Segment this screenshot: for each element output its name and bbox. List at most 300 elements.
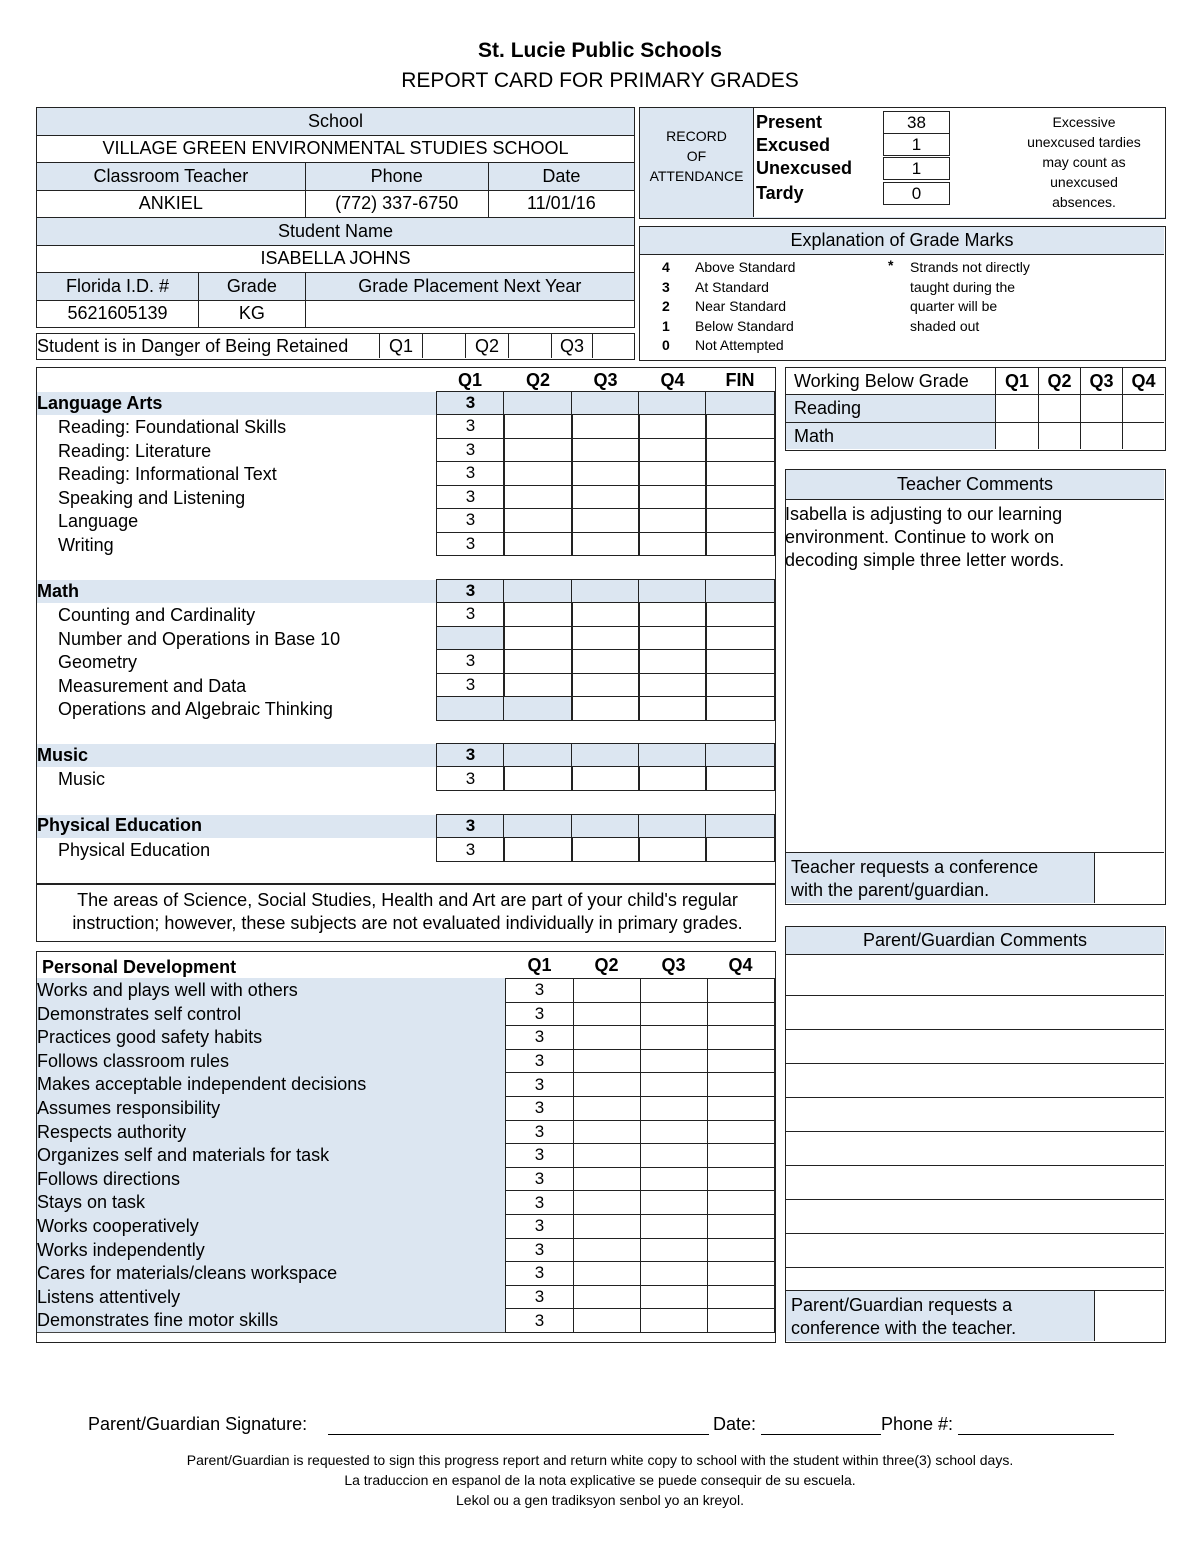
district-title: St. Lucie Public Schools xyxy=(478,39,722,62)
below-col-q4: Q4 xyxy=(1123,368,1164,395)
pe-fin xyxy=(705,814,775,838)
tardies-note-5: absences. xyxy=(1052,194,1116,210)
music-fin xyxy=(705,743,775,767)
pd-item-q3 xyxy=(640,1096,708,1121)
math-item-q2 xyxy=(503,602,573,627)
pd-item-label: Listens attentively xyxy=(37,1286,181,1307)
pd-col-q3: Q3 xyxy=(661,954,686,975)
below-math-q4 xyxy=(1123,423,1164,449)
pd-item-label: Cares for materials/cleans workspace xyxy=(37,1263,338,1284)
fid-label: Florida I.D. # xyxy=(37,273,199,301)
mark-row xyxy=(662,317,795,337)
math-item-q3 xyxy=(571,649,640,674)
pd-item-q3 xyxy=(640,1072,708,1097)
la-item-q3 xyxy=(571,461,640,486)
below-grade-title: Working Below Grade xyxy=(786,368,996,395)
la-item-q4 xyxy=(638,508,707,533)
retained-q2-label: Q2 xyxy=(466,334,509,358)
math-item-q4 xyxy=(638,673,707,698)
parent-comments-panel xyxy=(785,926,1166,1343)
la-item-label: Language xyxy=(58,511,139,531)
math-item-q5 xyxy=(705,673,775,698)
tardies-note-4: unexcused xyxy=(1050,174,1118,190)
teacher-name: ANKIEL xyxy=(37,190,306,218)
la-item-q5 xyxy=(705,532,775,557)
pd-item-q4 xyxy=(707,1214,775,1239)
la-q3 xyxy=(571,391,640,415)
mark-row xyxy=(662,297,795,317)
pd-item-q3 xyxy=(640,1308,708,1333)
la-item-q5 xyxy=(705,508,775,533)
footer-note-1: Parent/Guardian is requested to sign this progress report and return white copy to school with the student within three(3) school days. xyxy=(186,1452,1014,1468)
math-item-q3 xyxy=(571,602,640,627)
math-heading: Math xyxy=(37,581,79,601)
mark-number: 4 xyxy=(662,259,670,275)
mark-row xyxy=(662,278,795,298)
teacher-conference-checkbox[interactable] xyxy=(1095,852,1164,903)
sig-date-field[interactable] xyxy=(761,1434,881,1435)
music-heading: Music xyxy=(37,745,89,765)
teacher-comment-text xyxy=(785,503,1064,572)
pd-item-q3 xyxy=(640,1285,708,1310)
math-item-q5 xyxy=(705,626,775,651)
language-arts-heading: Language Arts xyxy=(37,393,163,413)
below-col-q2: Q2 xyxy=(1039,368,1081,395)
comment-line xyxy=(786,1165,1164,1166)
below-math-label: Math xyxy=(786,423,996,449)
la-item-q2 xyxy=(503,485,573,510)
signature-row xyxy=(88,1414,1118,1440)
below-col-q3: Q3 xyxy=(1081,368,1123,395)
phone-label: Phone xyxy=(305,163,488,191)
comment-line xyxy=(786,1131,1164,1132)
pe-item-q4 xyxy=(638,837,707,862)
pd-item-q1: 3 xyxy=(505,1049,574,1074)
pd-item-q3 xyxy=(640,1025,708,1050)
pd-item-q2 xyxy=(573,1190,641,1215)
la-item-q3 xyxy=(571,414,640,439)
la-item-q5 xyxy=(705,414,775,439)
math-fin xyxy=(705,579,775,603)
math-item-q1: 3 xyxy=(436,649,505,674)
teacher-label: Classroom Teacher xyxy=(37,163,306,191)
tardies-note-2: unexcused tardies xyxy=(1027,134,1141,150)
tardy-count: 0 xyxy=(883,182,950,205)
pd-item-label: Works independently xyxy=(37,1239,205,1260)
pd-item-q2 xyxy=(573,1285,641,1310)
music-q2 xyxy=(503,743,573,767)
attendance-body xyxy=(753,108,1165,217)
strands-note xyxy=(910,258,1030,336)
grade-marks-panel xyxy=(639,226,1166,361)
math-item-label: Counting and Cardinality xyxy=(58,605,256,625)
pd-item-label: Stays on task xyxy=(37,1192,146,1213)
math-q3 xyxy=(571,579,640,603)
pd-item-q2 xyxy=(573,1238,641,1263)
math-item-q5 xyxy=(705,696,775,721)
music-item-label: Music xyxy=(58,769,106,789)
grades-col-fin: FIN xyxy=(725,369,755,390)
pd-item-q4 xyxy=(707,1096,775,1121)
la-item-label: Speaking and Listening xyxy=(58,487,246,508)
teacher-conf-line-2: with the parent/guardian. xyxy=(791,880,990,900)
pd-item-q4 xyxy=(707,1261,775,1286)
tardies-note xyxy=(1004,112,1164,212)
pd-item-q3 xyxy=(640,1261,708,1286)
grade-value: KG xyxy=(199,300,306,328)
pd-item-q3 xyxy=(640,1238,708,1263)
attendance-panel xyxy=(639,107,1166,219)
pd-item-q4 xyxy=(707,1285,775,1310)
pd-item-q2 xyxy=(573,1096,641,1121)
pd-item-q1: 3 xyxy=(505,1025,574,1050)
retained-q1-label: Q1 xyxy=(380,334,423,358)
pd-item-q4 xyxy=(707,1025,775,1050)
la-item-label: Writing xyxy=(58,534,114,555)
teacher-comments-title: Teacher Comments xyxy=(786,470,1164,500)
footer-note-3: Lekol ou a gen tradiksyon senbol yo an kreyol. xyxy=(456,1492,744,1508)
tardy-label: Tardy xyxy=(756,183,804,203)
pd-item-q3 xyxy=(640,1214,708,1239)
parent-conf-line-2: conference with the teacher. xyxy=(791,1318,1017,1338)
math-q4 xyxy=(638,579,707,603)
math-item-label: Measurement and Data xyxy=(58,675,247,696)
attendance-record-1: RECORD xyxy=(666,128,727,144)
mark-row xyxy=(662,336,795,356)
pd-item-label: Assumes responsibility xyxy=(37,1098,221,1118)
la-q2 xyxy=(503,391,573,415)
math-item-q1 xyxy=(436,696,505,721)
placement-value xyxy=(305,300,634,328)
mark-text: At Standard xyxy=(695,278,769,295)
pe-item-fin xyxy=(705,837,775,862)
music-q3 xyxy=(571,743,640,767)
grade-marks-title: Explanation of Grade Marks xyxy=(640,227,1164,255)
la-item-label: Reading: Informational Text xyxy=(58,464,277,484)
comment-line xyxy=(786,1233,1164,1234)
below-reading-q4 xyxy=(1123,395,1164,423)
math-item-q3 xyxy=(571,626,640,651)
music-item-fin xyxy=(705,766,775,791)
footer-note-2: La traduccion en espanol de la nota explicative se puede consequir de su escuela. xyxy=(344,1472,856,1488)
mark-number: 1 xyxy=(662,317,670,334)
pe-item-q3 xyxy=(571,837,640,862)
pd-item-q3 xyxy=(640,1049,708,1074)
la-item-q4 xyxy=(638,461,707,486)
subjects-note-2: instruction; however, these subjects are not evaluated individually in primary grades. xyxy=(72,913,743,933)
math-q2 xyxy=(503,579,573,603)
student-info-table xyxy=(36,107,635,328)
comment-line xyxy=(786,995,1164,996)
la-item-q4 xyxy=(638,532,707,557)
math-band xyxy=(37,580,437,603)
la-item-q3 xyxy=(571,485,640,510)
retained-q2-box xyxy=(509,334,552,358)
pd-item-q3 xyxy=(640,1143,708,1168)
pd-item-q1: 3 xyxy=(505,1120,574,1145)
teacher-comment-line-2: environment. Continue to work on xyxy=(785,527,1055,547)
grades-col-q3: Q3 xyxy=(593,369,618,390)
pd-item-q1: 3 xyxy=(505,1096,574,1121)
tardies-note-3: may count as xyxy=(1042,154,1126,170)
pd-item-q1: 3 xyxy=(505,1190,574,1215)
math-item-q2 xyxy=(503,673,573,698)
la-item-q3 xyxy=(571,438,640,463)
pd-item-label: Follows directions xyxy=(37,1168,181,1189)
pd-item-q1: 3 xyxy=(505,978,574,1003)
mark-number: 3 xyxy=(662,278,670,295)
pd-item-q2 xyxy=(573,1143,641,1168)
la-item-q3 xyxy=(571,532,640,557)
grade-marks-list xyxy=(662,258,795,356)
pd-item-q4 xyxy=(707,1308,775,1333)
pd-item-q2 xyxy=(573,1120,641,1145)
la-item-q1: 3 xyxy=(436,532,505,557)
mark-row xyxy=(662,258,795,278)
present-count: 38 xyxy=(883,111,950,134)
pd-item-q1: 3 xyxy=(505,1167,574,1192)
school-label: School xyxy=(37,108,635,136)
la-item-q1: 3 xyxy=(436,461,505,486)
unexcused-count: 1 xyxy=(883,157,950,180)
retained-row xyxy=(36,333,635,360)
teacher-conf-line-1: Teacher requests a conference xyxy=(791,857,1039,877)
math-item-q4 xyxy=(638,602,707,627)
strands-note-3: quarter will be xyxy=(910,298,998,314)
pd-item-q2 xyxy=(573,1072,641,1097)
pd-item-label: Demonstrates fine motor skills xyxy=(37,1310,279,1331)
pd-item-q2 xyxy=(573,978,641,1003)
pd-item-q1: 3 xyxy=(505,1143,574,1168)
pd-item-q4 xyxy=(707,1190,775,1215)
pe-q4 xyxy=(638,814,707,838)
pd-item-q4 xyxy=(707,1120,775,1145)
teacher-comment-line-1: Isabella is adjusting to our learning xyxy=(785,504,1063,524)
music-item-q4 xyxy=(638,766,707,791)
pe-item-q2 xyxy=(503,837,573,862)
pe-q2 xyxy=(503,814,573,838)
pd-item-label: Makes acceptable independent decisions xyxy=(37,1074,367,1095)
below-math-q1 xyxy=(996,423,1039,449)
pd-item-label: Works cooperatively xyxy=(37,1216,199,1236)
excused-label: Excused xyxy=(756,135,831,155)
pd-item-q2 xyxy=(573,1308,641,1333)
pd-item-q2 xyxy=(573,1167,641,1192)
pd-item-q1: 3 xyxy=(505,1214,574,1239)
mark-text: Above Standard xyxy=(695,259,796,275)
parent-conference-label xyxy=(786,1290,1095,1341)
pd-item-q4 xyxy=(707,1238,775,1263)
below-math-q3 xyxy=(1081,423,1123,449)
pd-col-q2: Q2 xyxy=(594,954,619,975)
math-item-label: Number and Operations in Base 10 xyxy=(58,628,341,649)
math-item-q4 xyxy=(638,649,707,674)
math-item-q1: 3 xyxy=(436,673,505,698)
math-item-q1: 3 xyxy=(436,602,505,627)
below-col-q1: Q1 xyxy=(996,368,1039,395)
date-label: Date xyxy=(488,163,634,191)
unexcused-label: Unexcused xyxy=(756,158,853,178)
math-item-q2 xyxy=(503,626,573,651)
grades-col-q1: Q1 xyxy=(457,369,482,390)
pd-item-q4 xyxy=(707,1002,775,1027)
retained-q3-label: Q3 xyxy=(552,334,593,358)
below-reading-q2 xyxy=(1039,395,1081,423)
la-item-q5 xyxy=(705,461,775,486)
teacher-phone: (772) 337-6750 xyxy=(305,190,488,218)
below-grade-panel xyxy=(785,367,1166,451)
pd-item-q4 xyxy=(707,1049,775,1074)
pd-item-q2 xyxy=(573,1002,641,1027)
mark-number: 0 xyxy=(662,337,670,353)
la-fin xyxy=(705,391,775,415)
school-name: VILLAGE GREEN ENVIRONMENTAL STUDIES SCHOOL xyxy=(37,135,635,163)
below-reading-label: Reading xyxy=(786,395,996,423)
music-q1: 3 xyxy=(436,743,505,767)
retained-label: Student is in Danger of Being Retained xyxy=(37,334,380,358)
sig-phone-label: Phone #: xyxy=(881,1414,954,1434)
florida-id: 5621605139 xyxy=(37,300,199,328)
la-item-q4 xyxy=(638,414,707,439)
la-item-q2 xyxy=(503,461,573,486)
math-item-q3 xyxy=(571,673,640,698)
attendance-record-3: ATTENDANCE xyxy=(649,168,744,184)
pe-item-label: Physical Education xyxy=(58,840,211,860)
comment-line xyxy=(786,1097,1164,1098)
pd-item-q4 xyxy=(707,1167,775,1192)
pd-item-q4 xyxy=(707,978,775,1003)
attendance-record-label xyxy=(640,126,753,186)
personal-dev-title: Personal Development xyxy=(42,957,237,977)
comment-line xyxy=(786,1267,1164,1268)
la-item-label: Reading: Foundational Skills xyxy=(58,417,287,437)
student-label: Student Name xyxy=(37,218,635,246)
music-q4 xyxy=(638,743,707,767)
pd-item-q2 xyxy=(573,1214,641,1239)
present-label: Present xyxy=(756,112,823,132)
report-title: REPORT CARD FOR PRIMARY GRADES xyxy=(401,69,799,92)
grades-col-q2: Q2 xyxy=(525,369,550,390)
pd-item-q2 xyxy=(573,1049,641,1074)
math-item-label: Operations and Algebraic Thinking xyxy=(58,699,333,719)
pd-item-label: Respects authority xyxy=(37,1121,187,1142)
mark-text: Below Standard xyxy=(695,317,794,334)
la-item-q1: 3 xyxy=(436,508,505,533)
la-q1: 3 xyxy=(436,391,505,415)
tardies-note-1: Excessive xyxy=(1052,114,1116,130)
below-math-q2 xyxy=(1039,423,1081,449)
parent-comments-title: Parent/Guardian Comments xyxy=(786,927,1164,955)
la-item-q2 xyxy=(503,438,573,463)
la-item-q3 xyxy=(571,508,640,533)
pd-item-q1: 3 xyxy=(505,1238,574,1263)
math-item-q4 xyxy=(638,696,707,721)
pd-item-label: Practices good safety habits xyxy=(37,1027,263,1048)
teacher-conference-label xyxy=(786,852,1095,903)
pd-item-q1: 3 xyxy=(505,1072,574,1097)
pd-col-q1: Q1 xyxy=(527,954,552,975)
la-q4 xyxy=(638,391,707,415)
music-item-q1: 3 xyxy=(436,766,505,791)
la-item-label: Reading: Literature xyxy=(58,440,212,461)
music-band xyxy=(37,744,437,767)
pd-item-q2 xyxy=(573,1025,641,1050)
pe-item-q1: 3 xyxy=(436,837,505,862)
math-item-label: Geometry xyxy=(58,652,138,672)
below-reading-q1 xyxy=(996,395,1039,423)
math-item-q4 xyxy=(638,626,707,651)
la-item-q1: 3 xyxy=(436,438,505,463)
la-item-q2 xyxy=(503,508,573,533)
strands-note-4: shaded out xyxy=(910,317,980,334)
pd-item-q1: 3 xyxy=(505,1285,574,1310)
sig-date-label: Date: xyxy=(713,1414,757,1434)
math-q1: 3 xyxy=(436,579,505,603)
pd-item-q3 xyxy=(640,1120,708,1145)
pe-q1: 3 xyxy=(436,814,505,838)
la-item-q1: 3 xyxy=(436,414,505,439)
la-item-q4 xyxy=(638,438,707,463)
music-item-q3 xyxy=(571,766,640,791)
pe-q3 xyxy=(571,814,640,838)
pd-item-q3 xyxy=(640,978,708,1003)
signature-label: Parent/Guardian Signature: xyxy=(88,1414,308,1434)
pd-item-label: Organizes self and materials for task xyxy=(37,1145,330,1166)
teacher-comments-panel xyxy=(785,469,1166,905)
sig-phone-field[interactable] xyxy=(958,1434,1114,1435)
comment-line xyxy=(786,1029,1164,1030)
comment-line xyxy=(786,1199,1164,1200)
pd-col-q4: Q4 xyxy=(728,954,753,975)
teacher-comment-line-3: decoding simple three letter words. xyxy=(785,550,1065,570)
subjects-note xyxy=(36,884,776,942)
subjects-note-1: The areas of Science, Social Studies, Health and Art are part of your child's regular xyxy=(77,890,738,910)
music-item-q2 xyxy=(503,766,573,791)
parent-conf-line-1: Parent/Guardian requests a xyxy=(791,1295,1013,1315)
retained-q1-box xyxy=(423,334,466,358)
math-item-q2 xyxy=(503,649,573,674)
pd-item-q4 xyxy=(707,1072,775,1097)
below-reading-q3 xyxy=(1081,395,1123,423)
pd-item-q4 xyxy=(707,1143,775,1168)
la-item-q5 xyxy=(705,438,775,463)
pe-heading: Physical Education xyxy=(37,815,203,835)
excused-count: 1 xyxy=(883,133,950,156)
pd-item-q3 xyxy=(640,1190,708,1215)
math-item-q5 xyxy=(705,649,775,674)
grade-label: Grade xyxy=(199,273,306,301)
pd-item-q1: 3 xyxy=(505,1261,574,1286)
math-item-q5 xyxy=(705,602,775,627)
la-item-q5 xyxy=(705,485,775,510)
signature-field[interactable] xyxy=(328,1434,709,1435)
pd-item-q3 xyxy=(640,1002,708,1027)
la-item-q4 xyxy=(638,485,707,510)
attendance-record-2: OF xyxy=(686,148,707,164)
mark-text: Not Attempted xyxy=(695,337,784,353)
pd-item-q2 xyxy=(573,1261,641,1286)
grades-col-q4: Q4 xyxy=(660,369,685,390)
la-item-q2 xyxy=(503,532,573,557)
math-item-q1 xyxy=(436,626,505,651)
pd-item-q3 xyxy=(640,1167,708,1192)
math-item-q2 xyxy=(503,696,573,721)
parent-conference-checkbox[interactable] xyxy=(1095,1290,1164,1341)
la-item-q1: 3 xyxy=(436,485,505,510)
pd-item-label: Works and plays well with others xyxy=(37,980,298,1000)
strands-note-1: Strands not directly xyxy=(910,259,1030,275)
star-symbol: * xyxy=(888,257,894,273)
